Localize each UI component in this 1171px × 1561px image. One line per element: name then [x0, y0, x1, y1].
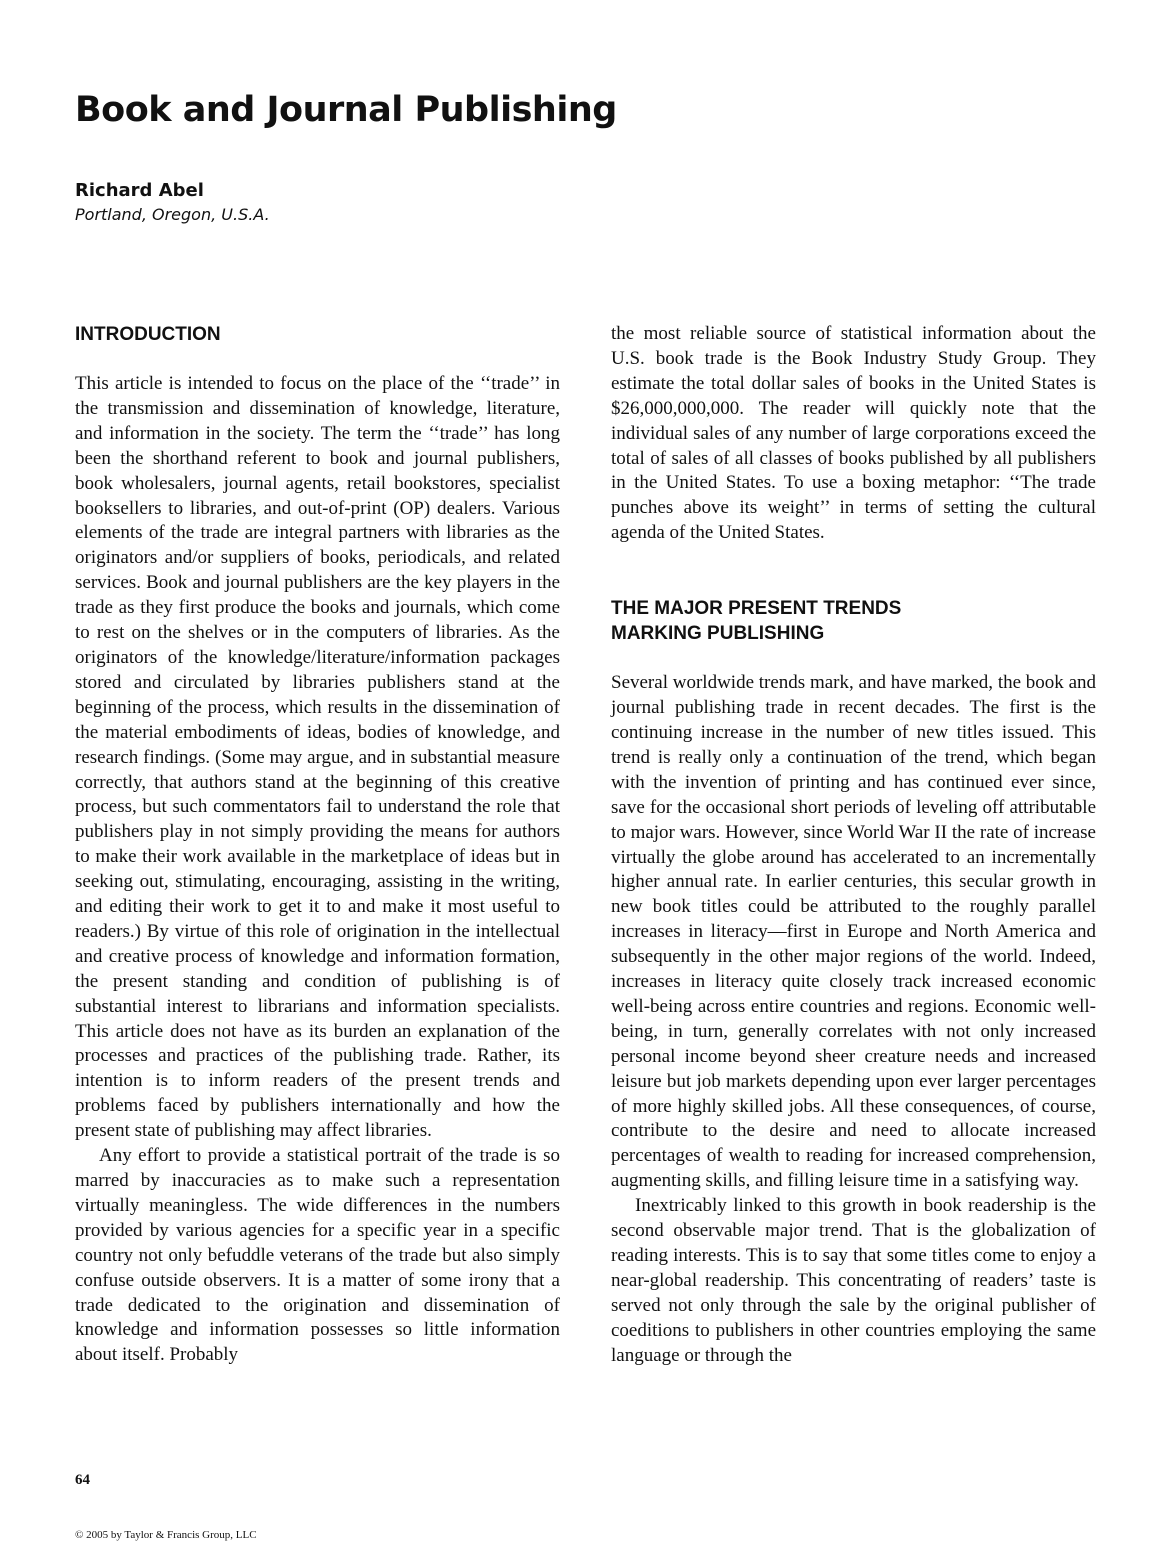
page-number: 64	[75, 1472, 90, 1488]
body-paragraph: Inextricably linked to this growth in book readership is the second observable major trend. That is the globalization of reading interests. This is to say that some titles come to enjoy a near-global readership. This concentrating of readers’ taste is served not only through the sale by the original publisher of coeditions to publishers in other countries employing the same language or through the	[611, 1195, 1096, 1366]
left-column	[75, 322, 560, 1368]
body-paragraph: This article is intended to focus on the place of the ‘‘trade’’ in the transmission and dissemination of knowledge, literature, and information in the society. The term the ‘‘trade’’ has long been the shorthand referent to book and journal publishers, book wholesalers, journal agents, retail bookstores, specialist booksellers to libraries, and out-of-print (OP) dealers. Various elements of the trade are integral partners with libraries as the originators and/or suppliers of books, periodicals, and related services. Book and journal publishers are the key players in the trade as they first produce the books and journals, which come to rest on the shelves or in the computers of libraries. As the originators of the knowledge/literature/information packages stored and circulated by libraries publishers stand at the beginning of the process, which results in the dissemination of the material embodiments of ideas, bodies of knowledge, and research findings. (Some may argue, and in substantial measure correctly, that authors stand at the beginning of this creative process, but such commentators fail to understand the role that publishers play in not simply providing the means for authors to make their work available in the marketplace of ideas but in seeking out, stimulating, encouraging, assisting in the writing, and editing their work to get it to and make it most useful to readers.) By virtue of this role of origination in the intellectual and creative process of knowledge and information formation, the present standing and condition of publishing is of substantial interest to librarians and information specialists. This article does not have as its burden an explanation of the processes and practices of the publishing trade. Rather, its intention is to inform readers of the present trends and problems faced by publishers internationally and how the present state of publishing may affect libraries.	[75, 373, 560, 1142]
right-column	[611, 322, 1096, 1369]
author-name: Richard Abel	[75, 180, 204, 201]
article-title: Book and Journal Publishing	[75, 90, 617, 130]
author-block	[75, 179, 270, 227]
heading-line: MARKING PUBLISHING	[611, 623, 825, 645]
body-paragraph-continued: the most reliable source of statistical information about the U.S. book trade is the Book Industry Study Group. They estimate the total dollar sales of books in the United States is $26,000,000,000. The reader will quickly note that the individual sales of any number of large corporations exceed the total of sales of all classes of books published by all publishers in the United States. To use a boxing metaphor: ‘‘The trade punches above its weight’’ in terms of setting the cultural agenda of the United States.	[611, 323, 1096, 544]
section-heading-major-trends	[611, 596, 1096, 646]
heading-line: INTRODUCTION	[75, 324, 221, 345]
heading-line: THE MAJOR PRESENT TRENDS	[611, 598, 902, 620]
section-heading-introduction	[75, 322, 560, 347]
copyright-notice: © 2005 by Taylor & Francis Group, LLC	[75, 1529, 257, 1541]
author-affiliation: Portland, Oregon, U.S.A.	[75, 205, 270, 224]
body-paragraph: Any effort to provide a statistical portrait of the trade is so marred by inaccuracies as to make such a representation virtually meaningless. The wide differences in the numbers provided by various agencies for a specific year in a specific country not only befuddle veterans of the trade but also simply confuse outside observers. It is a matter of some irony that a trade dedicated to the origination and dissemination of knowledge and information possesses so little information about itself. Probably	[75, 1145, 560, 1366]
body-paragraph: Several worldwide trends mark, and have marked, the book and journal publishing trade in recent decades. The first is the continuing increase in the number of new titles issued. This trend is really only a continuation of the trend, which began with the invention of printing and has continued ever since, save for the occasional short periods of leveling off attributable to major wars. However, since World War II the rate of increase virtually the globe around has accelerated to an incrementally higher annual rate. In earlier centuries, this secular growth in new book titles could be attributed to the roughly parallel increases in literacy—first in Europe and North America and subsequently in the other major regions of the world. Indeed, increases in literacy quite closely track increased economic well-being across entire countries and regions. Economic well-being, in turn, generally correlates with not only increased personal income beyond sheer creature needs and increased leisure but job markets depending upon ever larger percentages of more highly skilled jobs. All these consequences, of course, contribute to the desire and need to allocate increased percentages of wealth to reading for increased comprehension, augmenting skills, and filling leisure time in a satisfying way.	[611, 672, 1096, 1192]
